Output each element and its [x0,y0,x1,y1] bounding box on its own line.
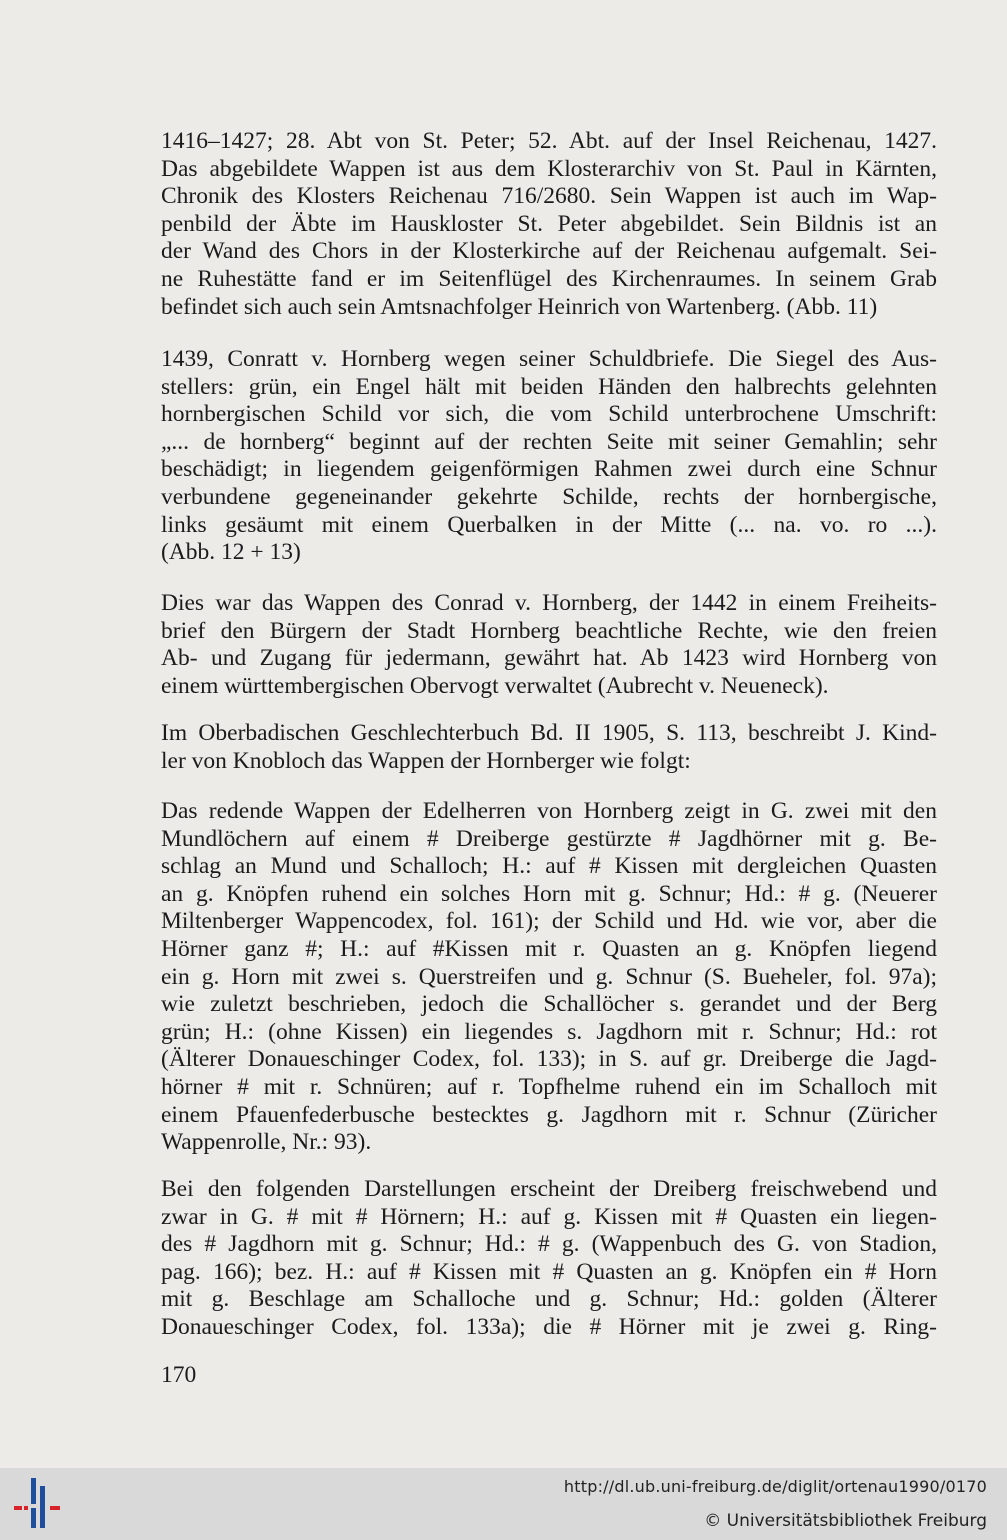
paragraph [161,720,937,775]
ub-freiburg-logo-icon [12,1476,64,1532]
paragraph [161,128,937,321]
text-line: ein g. Horn mit zwei s. Querstreifen und g. Schnur (S. Bueheler, fol. 97a); [161,963,937,990]
text-line: 1439, Conratt v. Hornberg wegen seiner Schuldbriefe. Die Siegel des Aus- [161,346,937,372]
text-line: penbild der Äbte im Hauskloster St. Peter abgebildet. Sein Bildnis ist an [161,210,937,237]
text-line: 1416–1427; 28. Abt von St. Peter; 52. Abt. auf der Insel Reichenau, 1427. [161,128,937,154]
text-line: Das abgebildete Wappen ist aus dem Klosterarchiv von St. Paul in Kärnten, [161,155,937,182]
paragraph [161,346,937,567]
text-line: verbundene gegeneinander gekehrte Schilde, rechts der hornbergische, [161,483,937,510]
text-line: Hörner ganz #; H.: auf #Kissen mit r. Quasten an g. Knöpfen liegend [161,935,937,962]
text-line: einem württembergischen Obervogt verwaltet (Aubrecht v. Neueneck). [161,672,829,699]
text-line: der Wand des Chors in der Klosterkirche auf der Reichenau aufgemalt. Sei- [161,238,937,265]
text-line: des # Jagdhorn mit g. Schnur; Hd.: # g. (Wappenbuch des G. von Stadion, [161,1231,937,1258]
text-line: hörner # mit r. Schnüren; auf r. Topfhelme ruhend ein im Schalloch mit [161,1073,937,1100]
text-line: stellers: grün, ein Engel hält mit beiden Händen den halbrechts gelehnten [161,373,937,400]
page-number: 170 [161,1362,197,1388]
text-line: Chronik des Klosters Reichenau 716/2680. Sein Wappen ist auch im Wap- [161,183,937,210]
paragraph [161,1176,937,1342]
text-line: Dies war das Wappen des Conrad v. Hornberg, der 1442 in einem Freiheits- [161,590,937,616]
text-line: wie zuletzt beschrieben, jedoch die Schallöcher s. gerandet und der Berg [161,991,937,1018]
text-line: links gesäumt mit einem Querbalken in der Mitte (... na. vo. ro ...). [161,511,937,538]
text-line: pag. 166); bez. H.: auf # Kissen mit # Quasten an g. Knöpfen ein # Horn [161,1258,937,1285]
text-line: an g. Knöpfen ruhend ein solches Horn mit g. Schnur; Hd.: # g. (Neuerer [161,880,937,907]
viewer-footer [0,1468,1007,1540]
paragraph [161,798,937,1157]
text-line: Im Oberbadischen Geschlechterbuch Bd. II 1905, S. 113, beschreibt J. Kind- [161,720,937,746]
text-line: Ab- und Zugang für jedermann, gewährt hat. Ab 1423 wird Hornberg von [161,645,937,672]
text-line: Donaueschinger Codex, fol. 133a); die # Hörner mit je zwei g. Ring- [161,1313,937,1340]
text-line: mit g. Beschlage am Schalloche und g. Schnur; Hd.: golden (Älterer [161,1286,937,1313]
text-line: brief den Bürgern der Stadt Hornberg beachtliche Rechte, wie den freien [161,617,937,644]
text-line: Bei den folgenden Darstellungen erscheint der Dreiberg freischwebend und [161,1176,937,1202]
text-line: (Älterer Donaueschinger Codex, fol. 133); in S. auf gr. Dreiberge die Jagd- [161,1046,937,1073]
text-line: Mundlöchern auf einem # Dreiberge gestürzte # Jagdhörner mit g. Be- [161,825,937,852]
text-line: zwar in G. # mit # Hörnern; H.: auf g. Kissen mit # Quasten ein liegen- [161,1203,937,1230]
text-line: „... de hornberg“ beginnt auf der rechten Seite mit seiner Gemahlin; sehr [161,428,937,455]
text-line: ne Ruhestätte fand er im Seitenflügel des Kirchenraumes. In seinem Grab [161,265,937,292]
text-line: hornbergischen Schild vor sich, die vom Schild unterbrochene Umschrift: [161,401,937,428]
text-line: schlag an Mund und Schalloch; H.: auf # Kissen mit dergleichen Quasten [161,853,937,880]
text-line: (Abb. 12 + 13) [161,539,301,566]
text-line: ler von Knobloch das Wappen der Hornberger wie folgt: [161,747,691,774]
text-line: Das redende Wappen der Edelherren von Hornberg zeigt in G. zwei mit den [161,798,937,824]
text-line: einem Pfauenfederbusche bestecktes g. Jagdhorn mit r. Schnur (Züricher [161,1101,937,1128]
text-line: Miltenberger Wappencodex, fol. 161); der Schild und Hd. wie vor, aber die [161,908,937,935]
text-line: beschädigt; in liegendem geigenförmigen Rahmen zwei durch eine Schnur [161,456,937,483]
text-line: befindet sich auch sein Amtsnachfolger Heinrich von Wartenberg. (Abb. 11) [161,293,878,320]
footer-url-link[interactable]: http://dl.ub.uni-freiburg.de/diglit/ortenau1990/0170 [563,1477,987,1496]
paragraph [161,590,937,700]
text-line: Wappenrolle, Nr.: 93). [161,1129,372,1156]
footer-copyright: © Universitätsbibliothek Freiburg [704,1511,987,1531]
text-line: grün; H.: (ohne Kissen) ein liegendes s. Jagdhorn mit r. Schnur; Hd.: rot [161,1018,937,1045]
